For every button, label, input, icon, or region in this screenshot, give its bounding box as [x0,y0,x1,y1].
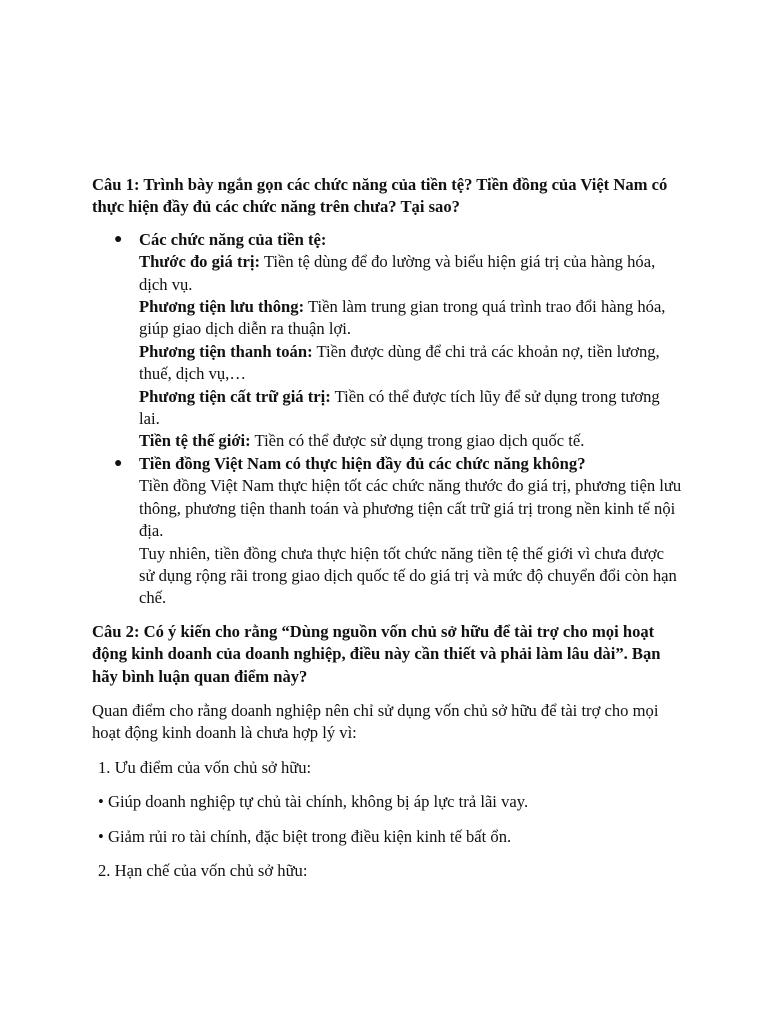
bullet-heading: Các chức năng của tiền tệ: [139,229,327,249]
function-label: Phương tiện thanh toán: [139,341,313,361]
function-text: Tiền làm trung gian trong quá trình trao đổi hàng hóa, giúp giao dịch diễn ra thuận lợi. [139,297,666,339]
question-1-title: Câu 1: Trình bày ngắn gọn các chức năng của tiền tệ? Tiền đồng của Việt Nam có thực hiện đầy đủ các chức năng trên chưa? Tại sao? [92,175,668,217]
list-item [92,229,682,453]
document-page [92,174,682,894]
function-item [139,386,682,431]
function-label: Phương tiện cất trữ giá trị: [139,386,331,406]
function-label: Phương tiện lưu thông: [139,297,305,317]
bullet-icon: ● [114,455,123,471]
answer-intro: Quan điểm cho rằng doanh nghiệp nên chỉ sử dụng vốn chủ sở hữu để tài trợ cho mọi hoạt động kinh doanh là chưa hợp lý vì: [92,700,659,743]
list-item: 1. Ưu điểm của vốn chủ sở hữu: [98,757,312,777]
answer-paragraph: Tiền đồng Việt Nam thực hiện tốt các chức năng thước đo giá trị, phương tiện lưu thông, phương tiện thanh toán và phương tiện cất trữ giá trị trong nền kinh tế nội địa. [139,476,682,541]
question-2-title: Câu 2: Có ý kiến cho rằng “Dùng nguồn vốn chủ sở hữu để tài trợ cho mọi hoạt động kinh doanh của doanh nghiệp, điều này cần thiết và phải làm lâu dài”. Bạn hãy bình luận quan điểm này? [92,621,661,686]
function-text: Tiền có thể được tích lũy để sử dụng trong tương lai. [139,386,660,429]
function-text: Tiền có thể được sử dụng trong giao dịch quốc tế. [250,431,585,451]
function-label: Tiền tệ thế giới: [139,431,251,451]
function-label: Thước đo giá trị: [139,252,261,272]
function-text: Tiền được dùng để chi trả các khoản nợ, tiền lương, thuế, dịch vụ,… [139,341,660,384]
function-item [139,251,682,296]
function-text: Tiền tệ dùng để đo lường và biểu hiện giá trị của hàng hóa, dịch vụ. [139,252,656,294]
function-item [139,296,682,341]
question-1-answer-list [92,229,682,610]
list-item [92,453,682,610]
answer-paragraph: Tuy nhiên, tiền đồng chưa thực hiện tốt chức năng tiền tệ thế giới vì chưa được sử dụng rộng rãi trong giao dịch quốc tế do giá trị và mức độ chuyển đổi còn hạn chế. [139,543,677,608]
list-item: • Giúp doanh nghiệp tự chủ tài chính, không bị áp lực trả lãi vay. [98,792,529,812]
function-item [139,341,682,386]
bullet-heading: Tiền đồng Việt Nam có thực hiện đầy đủ các chức năng không? [139,453,586,473]
list-item: • Giảm rủi ro tài chính, đặc biệt trong điều kiện kinh tế bất ổn. [98,826,512,846]
list-item: 2. Hạn chế của vốn chủ sở hữu: [98,860,308,880]
bullet-icon: ● [114,231,123,247]
function-item [139,430,682,452]
